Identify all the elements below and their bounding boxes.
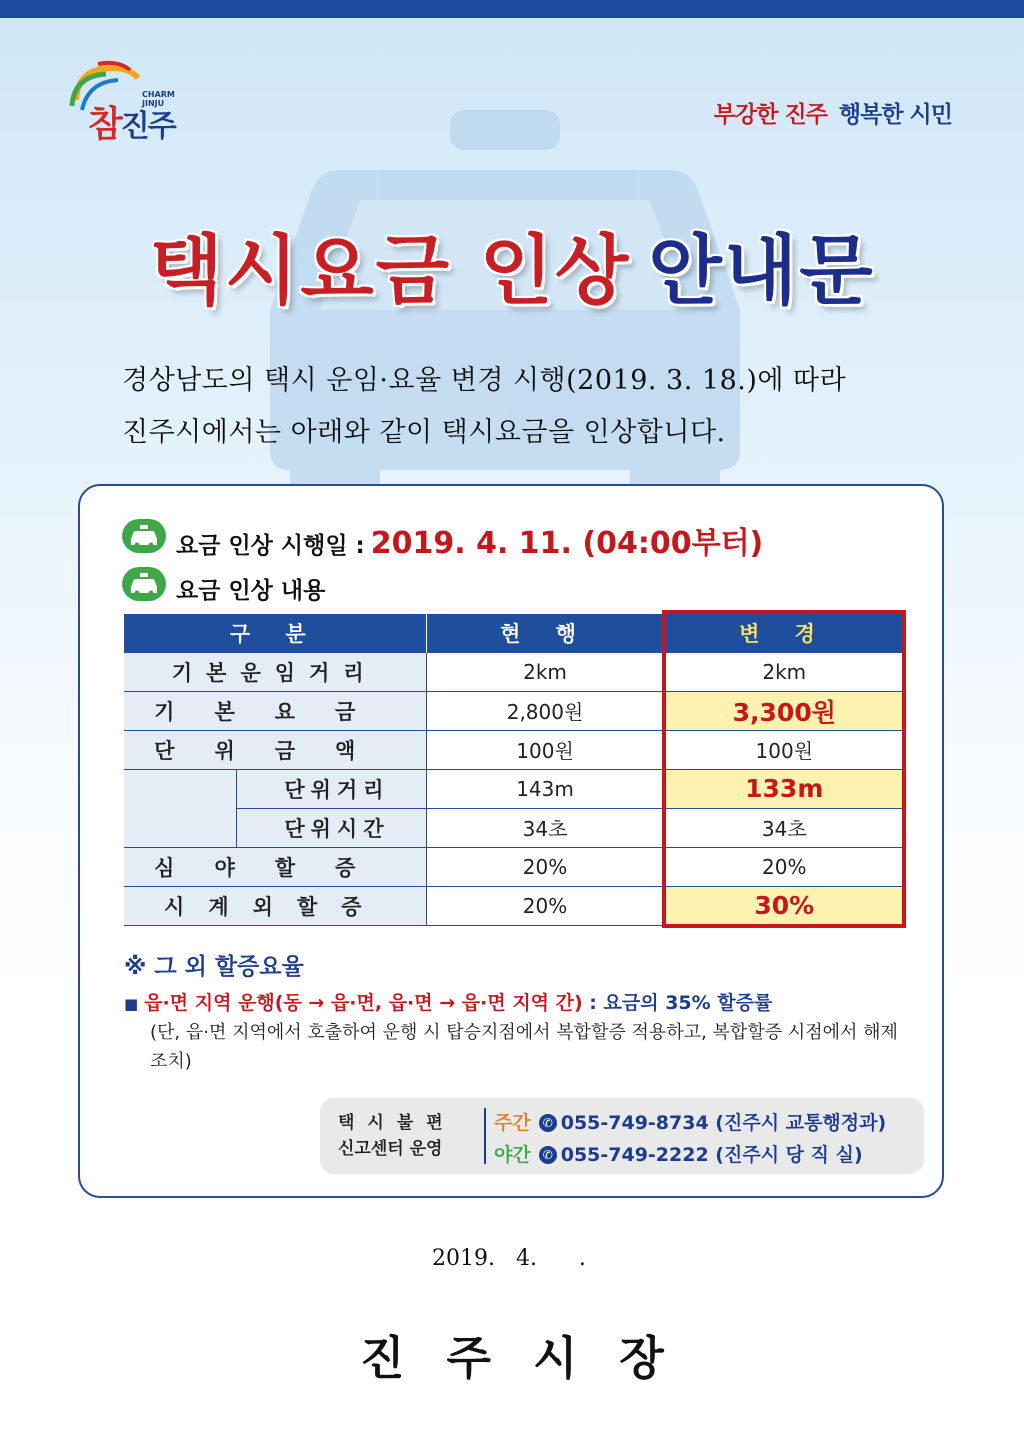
effective-date-row [176, 518, 763, 562]
slogan-part1: 부강한 진주 [713, 102, 827, 128]
extra-surcharge-line [124, 988, 772, 1015]
slogan [714, 96, 952, 129]
complaint-label-line1: 택시불편 [338, 1113, 456, 1133]
intro-text [122, 355, 922, 459]
taxi-icon [122, 519, 166, 553]
row-label: 단위금액 [124, 730, 426, 769]
cell-current: 20% [426, 886, 664, 925]
row-label: 단위시간 [236, 808, 426, 847]
logo-tagline: CHARM JINJU [142, 90, 175, 108]
night-phone: 055-749-2222 (진주시 당 직 실) [560, 1144, 863, 1166]
charm-jinju-logo [68, 60, 188, 145]
row-group-blank [124, 769, 236, 847]
fare-table [124, 614, 905, 926]
complaint-center-box [320, 1098, 924, 1174]
cell-current: 20% [426, 847, 664, 886]
cell-changed: 100원 [664, 730, 904, 769]
row-label: 심야할증 [124, 847, 426, 886]
title-blue: 안내문 [648, 226, 875, 315]
extra-surcharge-condition: 읍·면 지역 운행(동 → 읍·면, 읍·면 → 읍·면 지역 간) [144, 992, 583, 1014]
table-row [124, 691, 904, 730]
issuer-signature: 진주시장 [360, 1331, 706, 1385]
cell-current: 100원 [426, 730, 664, 769]
cell-current: 143m [426, 769, 664, 808]
issue-date: 2019. 4. . [432, 1246, 586, 1271]
table-row [124, 886, 904, 925]
phone-icon: ✆ [539, 1114, 557, 1132]
table-row [124, 652, 904, 691]
table-row [124, 730, 904, 769]
cell-changed: 133m [664, 769, 904, 808]
row-label: 기본운임거리 [124, 652, 426, 691]
table-row [124, 769, 904, 808]
header-changed: 변 경 [664, 614, 904, 652]
extra-surcharge-note: (단, 읍·면 지역에서 호출하여 운행 시 탑승지점에서 복합할증 적용하고, 복합할증 시점에서 해제 조치) [150, 1022, 898, 1072]
page-title [0, 210, 1024, 319]
day-contact [494, 1108, 886, 1135]
row-label: 시계외할증 [124, 886, 426, 925]
cell-current: 2km [426, 652, 664, 691]
cell-changed: 2km [664, 652, 904, 691]
night-contact [494, 1140, 863, 1167]
cell-changed: 3,300원 [664, 691, 904, 730]
cell-current: 34초 [426, 808, 664, 847]
table-row [124, 808, 904, 847]
row-label: 단위거리 [236, 769, 426, 808]
taxi-icon [122, 567, 166, 601]
effective-date-label: 요금 인상 시행일 : [176, 533, 365, 559]
complaint-label-line2: 신고센터 운영 [338, 1139, 443, 1159]
cell-current: 2,800원 [426, 691, 664, 730]
extra-surcharge-rate: : 요금의 35% 할증률 [582, 992, 773, 1014]
header-category: 구 분 [124, 614, 426, 652]
intro-line1: 경상남도의 택시 운임·요율 변경 시행(2019. 3. 18.)에 따라 [122, 365, 847, 396]
effective-date-value: 2019. 4. 11. (04:00부터) [370, 526, 764, 561]
cell-changed: 20% [664, 847, 904, 886]
title-red: 택시요금 인상 [149, 226, 631, 315]
info-panel [78, 484, 944, 1198]
divider [484, 1108, 486, 1164]
cell-changed: 30% [664, 886, 904, 925]
header-current: 현 행 [426, 614, 664, 652]
content-label: 요금 인상 내용 [176, 578, 326, 604]
extra-surcharge-title: ※ 그 외 할증요율 [124, 954, 304, 980]
table-row [124, 847, 904, 886]
cell-changed: 34초 [664, 808, 904, 847]
top-bar [0, 0, 1024, 18]
table-header-row [124, 614, 904, 652]
day-phone: 055-749-8734 (진주시 교통행정과) [560, 1112, 887, 1134]
row-label: 기본요금 [124, 691, 426, 730]
complaint-center-label [338, 1110, 474, 1162]
slogan-part2: 행복한 시민 [838, 102, 952, 128]
intro-line2: 진주시에서는 아래와 같이 택시요금을 인상합니다. [122, 417, 726, 448]
phone-icon: ✆ [539, 1146, 557, 1164]
logo-text [88, 96, 175, 147]
logo-prefix: 참 [88, 103, 121, 145]
bullet-icon: ■ [124, 995, 139, 1013]
day-label: 주간 [494, 1112, 531, 1134]
night-label: 야간 [494, 1144, 531, 1166]
logo-suffix: 진주 [120, 109, 175, 144]
